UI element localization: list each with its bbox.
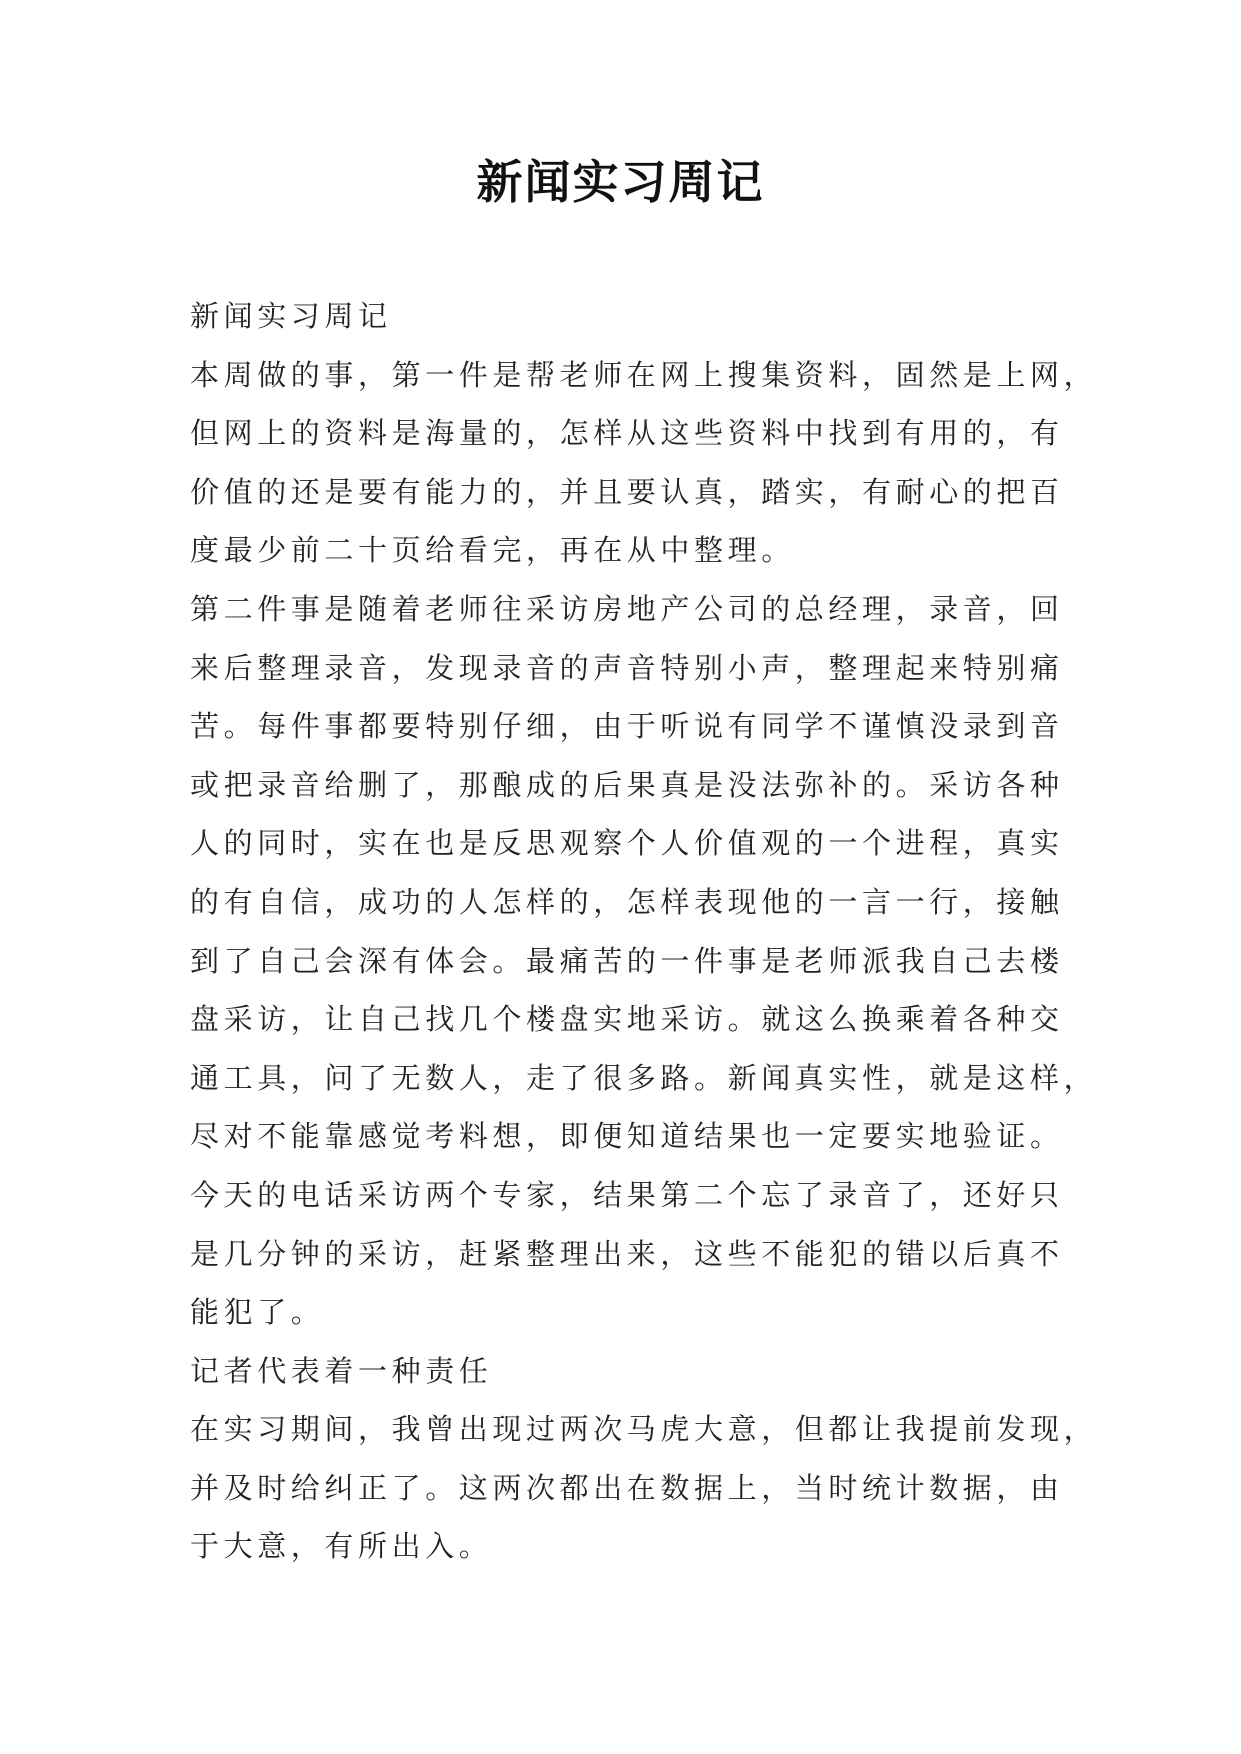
section-heading: 记者代表着一种责任 xyxy=(190,1353,493,1388)
paragraph-line: 度最少前二十页给看完，再在从中整理。 xyxy=(190,533,795,568)
paragraph-line: 价值的还是要有能力的，并且要认真，踏实，有耐心的把百 xyxy=(190,474,1064,509)
paragraph-line: 盘采访，让自己找几个楼盘实地采访。就这么换乘着各种交 xyxy=(190,1002,1064,1037)
paragraph-line: 苦。每件事都要特别仔细，由于听说有同学不谨慎没录到音 xyxy=(190,709,1064,744)
paragraph-line: 来后整理录音，发现录音的声音特别小声，整理起来特别痛 xyxy=(190,650,1064,685)
section-heading: 新闻实习周记 xyxy=(190,299,392,333)
paragraph-line: 的有自信，成功的人怎样的，怎样表现他的一言一行，接触 xyxy=(190,884,1064,919)
paragraph-line: 人的同时，实在也是反思观察个人价值观的一个进程，真实 xyxy=(190,826,1064,861)
paragraph-line: 第二件事是随着老师往采访房地产公司的总经理，录音，回 xyxy=(190,591,1064,626)
paragraph-line: 是几分钟的采访，赶紧整理出来，这些不能犯的错以后真不 xyxy=(190,1236,1064,1271)
document-body xyxy=(190,287,1098,1576)
paragraph-line: 到了自己会深有体会。最痛苦的一件事是老师派我自己去楼 xyxy=(190,943,1064,978)
paragraph-line: 或把录音给删了，那酿成的后果真是没法弥补的。采访各种 xyxy=(190,767,1064,802)
paragraph-line: 但网上的资料是海量的，怎样从这些资料中找到有用的，有 xyxy=(190,416,1064,451)
paragraph-line: 并及时给纠正了。这两次都出在数据上，当时统计数据，由 xyxy=(190,1470,1064,1505)
paragraph-line: 今天的电话采访两个专家，结果第二个忘了录音了，还好只 xyxy=(190,1177,1064,1212)
paragraph-line: 在实习期间，我曾出现过两次马虎大意，但都让我提前发现， xyxy=(190,1412,1098,1447)
paragraph-line: 于大意，有所出入。 xyxy=(190,1529,493,1564)
paragraph-line: 本周做的事，第一件是帮老师在网上搜集资料，固然是上网， xyxy=(190,357,1098,392)
paragraph-line: 通工具，问了无数人，走了很多路。新闻真实性，就是这样， xyxy=(190,1060,1098,1095)
paragraph-line: 能犯了。 xyxy=(190,1295,325,1330)
document-title: 新闻实习周记 xyxy=(476,155,765,209)
paragraph-line: 尽对不能靠感觉考料想，即便知道结果也一定要实地验证。 xyxy=(190,1119,1064,1154)
